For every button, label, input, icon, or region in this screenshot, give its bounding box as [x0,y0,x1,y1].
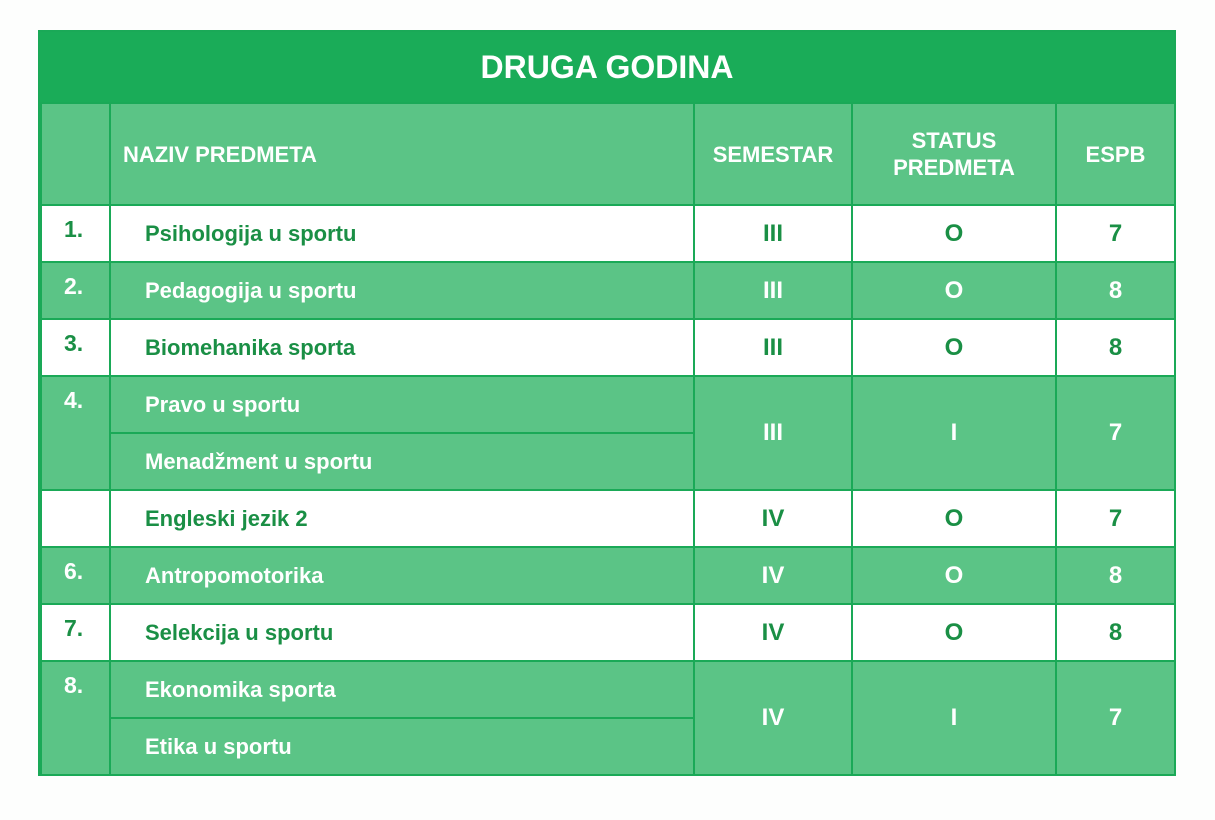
status-header-line1: STATUS [911,128,997,153]
row-number: 3. [41,319,110,376]
status-cell: O [852,205,1056,262]
subject-name: Engleski jezik 2 [110,490,694,547]
espb-cell: 7 [1056,205,1175,262]
espb-cell: 7 [1056,661,1175,775]
header-row [41,103,1175,205]
semester-cell: III [694,262,852,319]
status-cell: O [852,490,1056,547]
status-cell: I [852,376,1056,490]
row-number: 7. [41,604,110,661]
semester-cell: III [694,376,852,490]
table-row [41,262,1175,319]
status-header [852,103,1056,205]
espb-cell: 7 [1056,490,1175,547]
number-header [41,103,110,205]
subject-name: Selekcija u sportu [110,604,694,661]
status-header-line2: PREDMETA [893,155,1015,180]
subject-name: Biomehanika sporta [110,319,694,376]
semester-cell: IV [694,661,852,775]
semester-cell: IV [694,490,852,547]
semester-header: SEMESTAR [694,103,852,205]
espb-cell: 8 [1056,262,1175,319]
table-title: DRUGA GODINA [40,32,1174,102]
status-cell: I [852,661,1056,775]
subject-name: Menadžment u sportu [110,433,694,490]
status-cell: O [852,262,1056,319]
subject-name: Pravo u sportu [110,376,694,433]
semester-cell: IV [694,604,852,661]
subject-name: Psihologija u sportu [110,205,694,262]
table-row [41,604,1175,661]
row-number: 1. [41,205,110,262]
subject-name: Pedagogija u sportu [110,262,694,319]
row-number: 6. [41,547,110,604]
name-header: NAZIV PREDMETA [110,103,694,205]
curriculum-table [38,30,1176,776]
status-cell: O [852,604,1056,661]
subjects-table [40,102,1176,776]
subject-name: Antropomotorika [110,547,694,604]
status-cell: O [852,319,1056,376]
table-row [41,661,1175,718]
espb-cell: 8 [1056,319,1175,376]
row-number: 8. [41,661,110,775]
espb-header: ESPB [1056,103,1175,205]
espb-cell: 7 [1056,376,1175,490]
table-row [41,205,1175,262]
semester-cell: III [694,205,852,262]
subject-name: Etika u sportu [110,718,694,775]
semester-cell: IV [694,547,852,604]
semester-cell: III [694,319,852,376]
table-row [41,319,1175,376]
subject-name: Ekonomika sporta [110,661,694,718]
status-cell: O [852,547,1056,604]
table-row [41,547,1175,604]
table-row [41,490,1175,547]
row-number: 4. [41,376,110,490]
row-number: 2. [41,262,110,319]
table-row [41,376,1175,433]
espb-cell: 8 [1056,604,1175,661]
row-number [41,490,110,547]
espb-cell: 8 [1056,547,1175,604]
